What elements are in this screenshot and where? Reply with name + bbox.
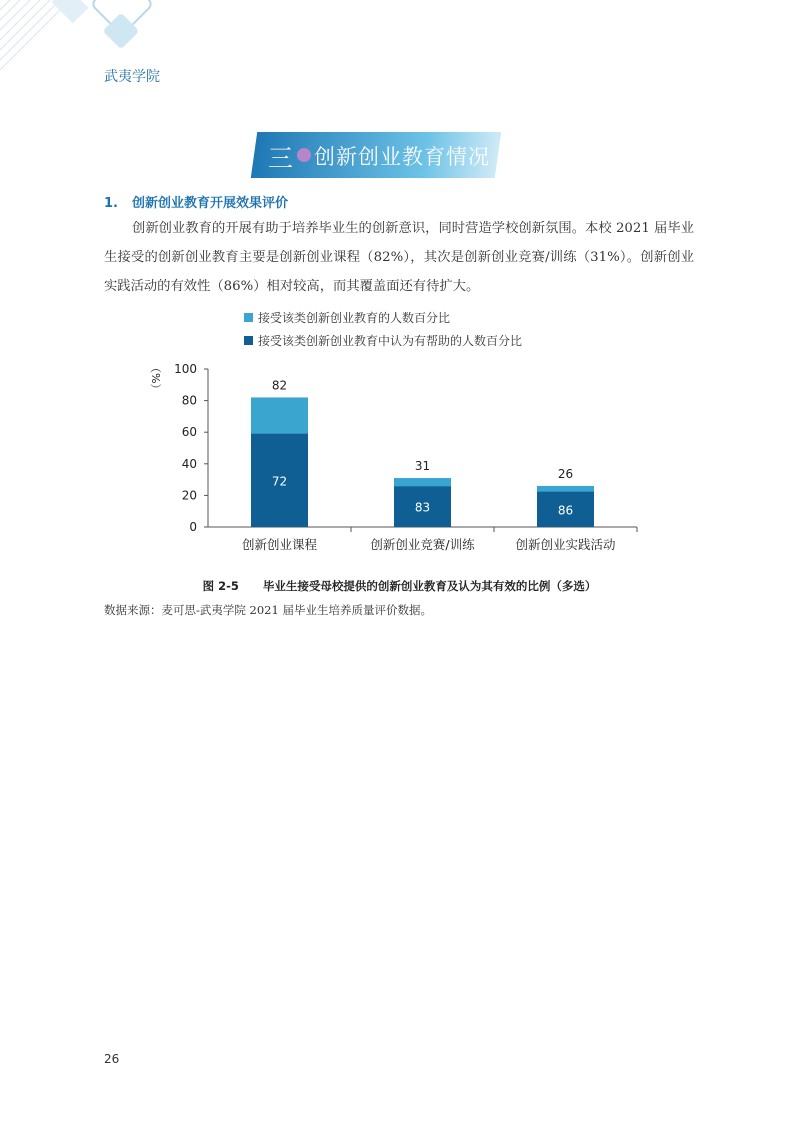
y-axis-label: （%） <box>149 362 162 395</box>
section-number: 三 <box>268 144 294 173</box>
legend-swatch-series-1 <box>244 313 253 322</box>
chart-legend <box>244 310 522 348</box>
y-tick-label: 20 <box>181 488 197 503</box>
school-header: 武夷学院 <box>104 69 160 85</box>
section-title: 创新创业教育情况 <box>314 145 490 169</box>
data-label-series-2: 72 <box>271 474 288 489</box>
legend-swatch-series-2 <box>244 336 253 345</box>
figure-caption-text: 毕业生接受母校提供的创新创业教育及认为其有效的比例（多选） <box>262 579 597 593</box>
bullet-dot-icon <box>297 148 311 162</box>
section-banner <box>254 132 498 178</box>
data-label-series-2: 86 <box>557 503 574 518</box>
data-label-series-1: 26 <box>557 466 574 481</box>
legend-label-series-1: 接受该类创新创业教育的人数百分比 <box>258 311 451 325</box>
figure-number: 图 2-5 <box>202 579 239 593</box>
page-number: 26 <box>104 1052 120 1066</box>
data-label-series-1: 82 <box>271 378 288 393</box>
bar-chart <box>140 300 660 562</box>
data-source-note: 数据来源：麦可思-武夷学院 2021 届毕业生培养质量评价数据。 <box>104 603 432 617</box>
y-tick-label: 60 <box>181 425 197 440</box>
body-paragraph: 创新创业教育的开展有助于培养毕业生的创新意识，同时营造学校创新氛围。本校 2021 届毕业生接受的创新创业教育主要是创新创业课程（82%），其次是创新创业竞赛/训练（31%）。创新创业实践活动的有效性（86%）相对较高，而其覆盖面还有待扩大。 <box>104 221 694 294</box>
y-tick-label: 100 <box>174 362 197 376</box>
y-tick-label: 40 <box>181 456 197 471</box>
subsection-number: 1. <box>104 196 118 211</box>
subsection-heading <box>104 192 288 211</box>
figure-caption <box>0 578 799 594</box>
x-category-label: 创新创业实践活动 <box>515 537 616 552</box>
subsection-title: 创新创业教育开展效果评价 <box>132 196 289 211</box>
data-label-series-2: 83 <box>414 500 431 515</box>
data-label-series-1: 31 <box>414 459 431 474</box>
y-tick-label: 0 <box>189 520 197 534</box>
x-category-label: 创新创业竞赛/训练 <box>370 537 475 552</box>
legend-label-series-2: 接受该类创新创业教育中认为有帮助的人数百分比 <box>258 334 523 348</box>
y-tick-label: 80 <box>181 393 197 408</box>
x-category-label: 创新创业课程 <box>241 537 318 552</box>
chart-bars <box>242 378 616 552</box>
